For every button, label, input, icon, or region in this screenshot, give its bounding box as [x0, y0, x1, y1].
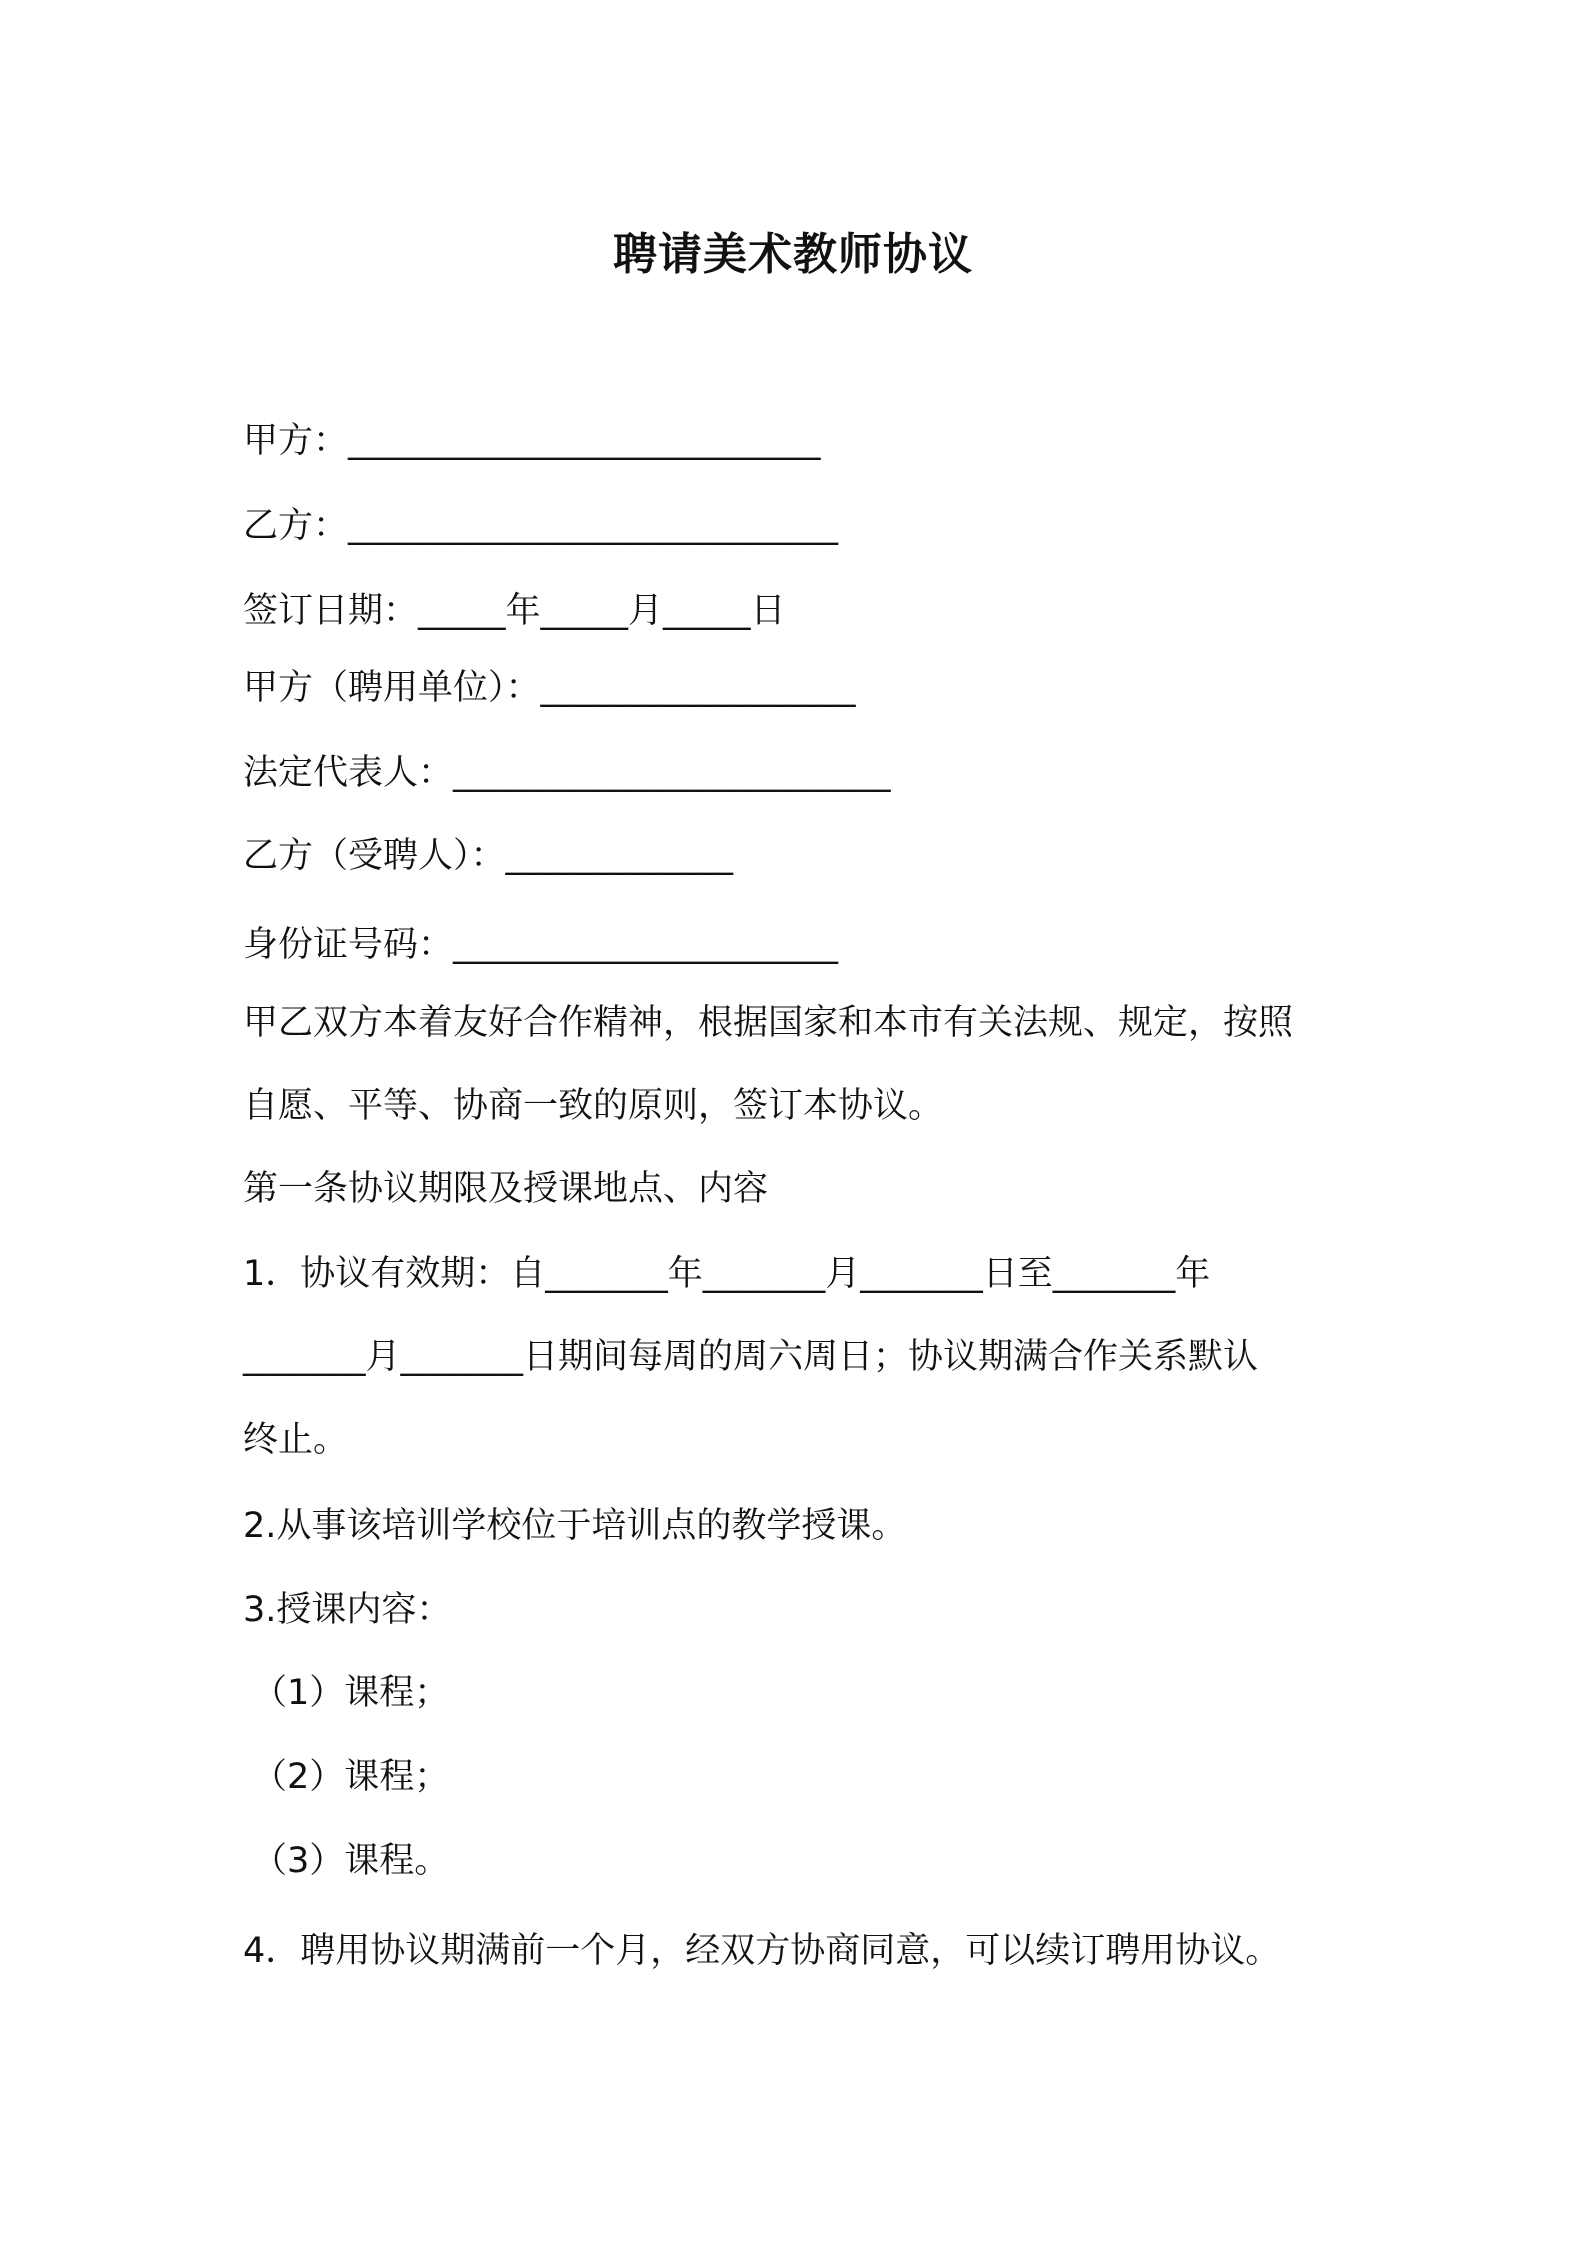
employee-line: 乙方（受聘人）：_____________ — [243, 836, 734, 876]
clause-4-line: 4．聘用协议期满前一个月，经双方协商同意，可以续订聘用协议。 — [243, 1931, 1281, 1971]
article-one-heading: 第一条协议期限及授课地点、内容 — [243, 1169, 769, 1209]
course-item-3: （3）课程。 — [252, 1841, 450, 1881]
course-item-2: （2）课程； — [252, 1757, 450, 1797]
clause-1-line-2: _______月_______日期间每周的周六周日；协议期满合作关系默认 — [243, 1337, 1259, 1377]
legal-representative-line: 法定代表人：_________________________ — [243, 753, 891, 793]
clause-2-line: 2.从事该培训学校位于培训点的教学授课。 — [243, 1506, 907, 1546]
course-item-1: （1）课程； — [252, 1673, 450, 1713]
document-title: 聘请美术教师协议 — [613, 229, 973, 280]
clause-1-line-1: 1．协议有效期：自_______年_______月_______日至_______年 — [243, 1254, 1211, 1294]
id-number-line: 身份证号码：______________________ — [243, 925, 839, 965]
intro-paragraph-line-1: 甲乙双方本着友好合作精神，根据国家和本市有关法规、规定，按照 — [243, 1003, 1294, 1043]
employer-line: 甲方（聘用单位）：__________________ — [243, 668, 856, 708]
intro-paragraph-line-2: 自愿、平等、协商一致的原则，签订本协议。 — [243, 1086, 944, 1126]
clause-3-line: 3.授课内容： — [243, 1590, 452, 1630]
clause-1-line-3: 终止。 — [243, 1420, 349, 1460]
signing-date-line: 签订日期：_____年_____月_____日 — [243, 591, 786, 631]
party-b-line: 乙方：____________________________ — [243, 506, 839, 546]
party-a-line: 甲方：___________________________ — [243, 421, 821, 461]
